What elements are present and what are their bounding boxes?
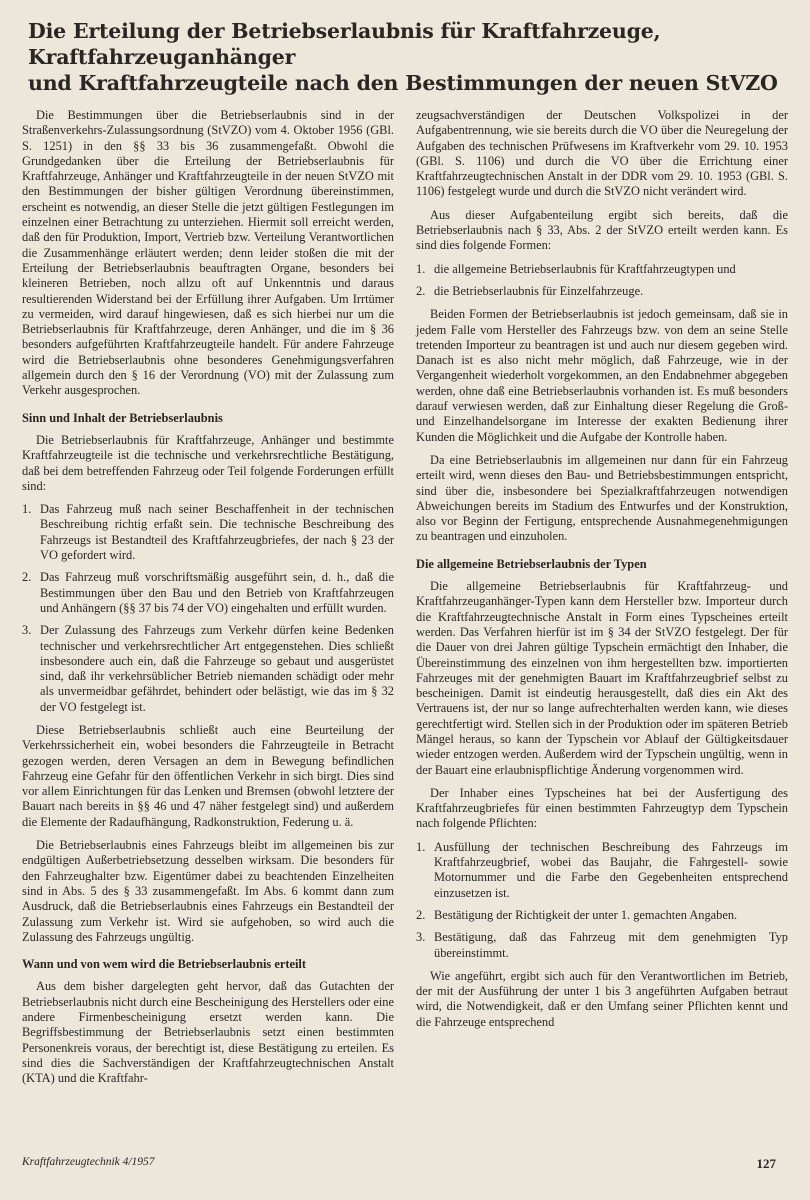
list-item-text: Der Zulassung des Fahrzeugs zum Verkehr dürfen keine Bedenken technischer und verkehrsrechtlicher Art entgegenstehen. Dies schließt insbesondere auch ein, daß die Fahrzeuge so gebaut und ausgerüstet sind, daß ihr verkehrsüblicher Betrieb niemanden schädigt oder mehr als unvermeidbar gefährdet, behindert oder belästigt, wie das im § 32 der VO festgelegt ist.	[40, 623, 394, 714]
list-item	[22, 623, 394, 715]
paragraph: Die Betriebserlaubnis eines Fahrzeugs bleibt im allgemeinen bis zur endgültigen Außerbetriebsetzung desselben wirksam. Die besonders für den Fahrzeughalter bzw. Eigentümer dabei zu beachtenden Einzelheiten sind in Abs. 5 des § 33 zusammengefaßt. Im Abs. 6 kommt dann zum Ausdruck, daß die Betriebserlaubnis eines Fahrzeugs ein Bestandteil der Zulassung zum Verkehr ist. Wird sie aufgehoben, so wird auch die Zulassung des Fahrzeugs ungültig.	[22, 838, 394, 944]
list-item	[416, 840, 788, 901]
right-column	[416, 108, 788, 1095]
list-item	[416, 930, 788, 961]
list-item-number: 3.	[416, 930, 426, 945]
paragraph: Beiden Formen der Betriebserlaubnis ist jedoch gemeinsam, daß sie in jedem Falle vom Hersteller des Fahrzeugs bzw. von dem an seine Stelle tretenden Importeur zu beantragen ist und auch nur diesem gegeben wird. Danach ist es also nicht mehr möglich, daß Fahrzeuge, wie in der Vergangenheit wiederholt vorgekommen, an den Endabnehmer abgegeben werden, ohne daß eine Betriebserlaubnis vorhanden ist. Es muß besonders darauf verwiesen werden, daß zur Einhaltung dieser Regelung die Groß- und Einzelhandelsorgane im Interesse der exakten Bedienung ihrer Kunden die Möglichkeit und die Aufgabe der Kontrolle haben.	[416, 307, 788, 444]
paragraph: Diese Betriebserlaubnis schließt auch eine Beurteilung der Verkehrssicherheit ein, wobei besonders die Fahrzeugteile in Betracht gezogen werden, deren Versagen an dem in Bewegung befindlichen Fahrzeug eine Gefahr für den öffentlichen Verkehr in sich birgt. Dies sind vor allem Einrichtungen für das Lenken und Bremsen (obwohl letztere der Bauart nach bereits in §§ 46 und 47 näher festgelegt sind) und außerdem die Elemente der Radaufhängung, Radkonstruktion, Federung u. ä.	[22, 722, 394, 829]
list-item-number: 1.	[416, 839, 426, 854]
page-footer	[22, 1156, 776, 1172]
requirements-list	[22, 502, 394, 715]
duties-list	[416, 840, 788, 961]
list-item-number: 3.	[22, 623, 32, 638]
list-item-number: 2.	[416, 283, 426, 298]
list-item-number: 2.	[416, 907, 426, 922]
list-item-text: Bestätigung, daß das Fahrzeug mit dem genehmigten Typ übereinstimmt.	[434, 930, 788, 960]
section-heading: Die allgemeine Betriebserlaubnis der Typen	[416, 556, 647, 571]
list-item	[416, 908, 788, 923]
article-columns	[22, 108, 788, 1095]
article-title-line-1: Die Erteilung der Betriebserlaubnis für Kraftfahrzeuge, Kraftfahrzeuganhänger	[28, 19, 661, 69]
paragraph: zeugsachverständigen der Deutschen Volkspolizei in der Aufgabentrennung, wie sie bereits durch die VO über die Neuregelung der Aufgaben des technischen Prüfwesens im Kraftverkehr vom 29. 10. 1953 (GBl. S. 1106) und durch die VO über die Errichtung einer Kraftfahrzeugtechnischen Anstalt in der DDR vom 29. 10. 1953 (GBl. S. 1106) festgelegt wurde und durch die StVZO nicht verändert wird.	[416, 108, 788, 199]
list-item-number: 1.	[416, 261, 426, 276]
journal-reference: Kraftfahrzeugtechnik 4/1957	[22, 1156, 155, 1168]
paragraph: Der Inhaber eines Typscheines hat bei der Ausfertigung des Kraftfahrzeugbriefes für einen bestimmten Fahrzeugtyp dem Typschein nach folgende Pflichten:	[416, 785, 788, 831]
paragraph: Die Bestimmungen über die Betriebserlaubnis sind in der Straßenverkehrs-Zulassungsordnung (StVZO) vom 4. Oktober 1956 (GBl. S. 1251) in den §§ 33 bis 36 zusammengefaßt. Obwohl die Grundgedanken über die Erteilung der Betriebserlaubnis für Kraftfahrzeuge, Anhänger und Kraftfahrzeugteile in der neuen StVZO mit den Bestimmungen der bisher gültigen Verordnung übereinstimmen, erscheint es notwendig, an dieser Stelle die jetzt gültigen Festlegungen im einzelnen einer Betrachtung zu unterziehen. Hiermit soll erreicht werden, daß den für Produktion, Import, Vertrieb bzw. Verteilung Verantwortlichen die Zusammenhänge erläutert werden; denn leider stoßen die mit der Erteilung der Betriebserlaubnis beauftragten Organe, besonders bei kleineren Betrieben, noch allzu oft auf Unkenntnis und daraus resultierenden Widerstand bei der Erfüllung ihrer Aufgaben. Um Irrtümer zu vermeiden, wird darauf hingewiesen, daß es sich hierbei nur um die Betriebserlaubnis für Kraftfahrzeuge, deren Anhänger, und die im § 36 besonders aufgeführten Kraftfahrzeugteile handelt. Für andere Fahrzeuge wird die Betriebserlaubnis ohne besonderes Genehmigungsverfahren allgemein durch den § 16 der Verordnung (VO) mit der Zulassung zum Verkehr ausgesprochen.	[22, 108, 394, 398]
page-number: 127	[756, 1156, 776, 1171]
forms-list	[416, 262, 788, 300]
list-item-text: Das Fahrzeug muß nach seiner Beschaffenheit in der technischen Beschreibung richtig erfaßt sein. Die technische Beschreibung des Fahrzeugs ist Bestandteil des Kraftfahrzeugbriefes, der nach § 23 der VO gefordert wird.	[40, 502, 394, 563]
paragraph: Die allgemeine Betriebserlaubnis für Kraftfahrzeug- und Kraftfahrzeuganhänger-Typen kann dem Hersteller bzw. Importeur durch die Kraftfahrzeugtechnische Anstalt in Form eines Typscheines erteilt werden. Das Verfahren hierfür ist im § 34 der StVZO festgelegt. Der für die Dauer von drei Jahren gültige Typschein ermächtigt den Inhaber, die Übereinstimmung des einzelnen von ihm hergestellten bzw. importierten Fahrzeuges mit der genehmigten Bauart im Kraftfahrzeugbrief selbst zu bescheinigen. Damit ist eindeutig herausgestellt, daß dies ein Akt des Vertrauens ist, der nur so lange aufrechterhalten werden kann, wie dieses gerechtfertigt wird. Stellen sich in der Produktion oder im späteren Betrieb Mängel heraus, so kann der Typschein vor Ablauf der Gültigkeitsdauer wieder entzogen werden. Außerdem wird der Typschein ungültig, wenn in der Bauart eine erlaubnispflichtige Änderung vorgenommen wird.	[416, 579, 788, 777]
section-heading: Sinn und Inhalt der Betriebserlaubnis	[22, 410, 223, 425]
paragraph: Aus dem bisher dargelegten geht hervor, daß das Gutachten der Betriebserlaubnis nicht durch eine Bescheinigung des Herstellers oder eine andere Firmenbescheinigung ersetzt werden kann. Die Begriffsbestimmung der Betriebserlaubnis setzt einen bestimmten Personenkreis voraus, der berechtigt ist, diese Bestätigung zu erteilen. Es sind dies die Sachverständigen der Kraftfahrzeugtechnischen Anstalt (KTA) und die Kraftfahr-	[22, 979, 394, 1086]
list-item-text: Das Fahrzeug muß vorschriftsmäßig ausgeführt sein, d. h., daß die Bestimmungen über den Bau und den Betrieb von Kraftfahrzeugen und Anhängern (§§ 37 bis 74 der VO) eingehalten und erfüllt wurden.	[40, 570, 394, 615]
list-item-text: die allgemeine Betriebserlaubnis für Kraftfahrzeugtypen und	[434, 261, 736, 276]
list-item-text: Bestätigung der Richtigkeit der unter 1. gemachten Angaben.	[434, 907, 738, 922]
list-item	[416, 284, 788, 299]
list-item	[416, 262, 788, 277]
paragraph: Aus dieser Aufgabenteilung ergibt sich bereits, daß die Betriebserlaubnis nach § 33, Abs. 2 der StVZO erteilt werden kann. Es sind dies folgende Formen:	[416, 207, 788, 253]
list-item-text: die Betriebserlaubnis für Einzelfahrzeuge.	[434, 283, 644, 298]
list-item	[22, 502, 394, 563]
paragraph: Da eine Betriebserlaubnis im allgemeinen nur dann für ein Fahrzeug erteilt wird, wenn dieses den Bau- und Betriebsbestimmungen entspricht, sind über die, insbesondere bei Spezialkraftfahrzeugen notwendigen Abweichungen bereits im Stadium des Entwurfes und der Konstruktion, also vor Beginn der Fertigung, entsprechende Ausnahmegenehmigungen zu beantragen und einzuholen.	[416, 452, 788, 544]
paragraph: Wie angeführt, ergibt sich auch für den Verantwortlichen im Betrieb, der mit der Ausführung der unter 1 bis 3 angeführten Aufgaben betraut wird, die Notwendigkeit, daß er den Umfang seiner Pflichten kennt und die Fahrzeuge entsprechend	[416, 968, 788, 1029]
list-item-number: 1.	[22, 502, 32, 517]
paragraph: Die Betriebserlaubnis für Kraftfahrzeuge, Anhänger und bestimmte Kraftfahrzeugteile ist die technische und verkehrsrechtliche Bestätigung, daß bei dem betreffenden Fahrzeug oder Teil folgende Forderungen erfüllt sind:	[22, 432, 394, 493]
article-title	[28, 18, 788, 96]
left-column	[22, 108, 394, 1095]
list-item-text: Ausfüllung der technischen Beschreibung des Fahrzeugs im Kraftfahrzeugbrief, wobei das Baujahr, die Fahrgestell- sowie Motornummer und die Farbe den Gegebenheiten entsprechend einzusetzen ist.	[434, 839, 788, 900]
article-title-line-2: und Kraftfahrzeugteile nach den Bestimmungen der neuen StVZO	[28, 71, 778, 95]
list-item	[22, 570, 394, 616]
list-item-number: 2.	[22, 570, 32, 585]
section-heading: Wann und von wem wird die Betriebserlaubnis erteilt	[22, 957, 306, 972]
